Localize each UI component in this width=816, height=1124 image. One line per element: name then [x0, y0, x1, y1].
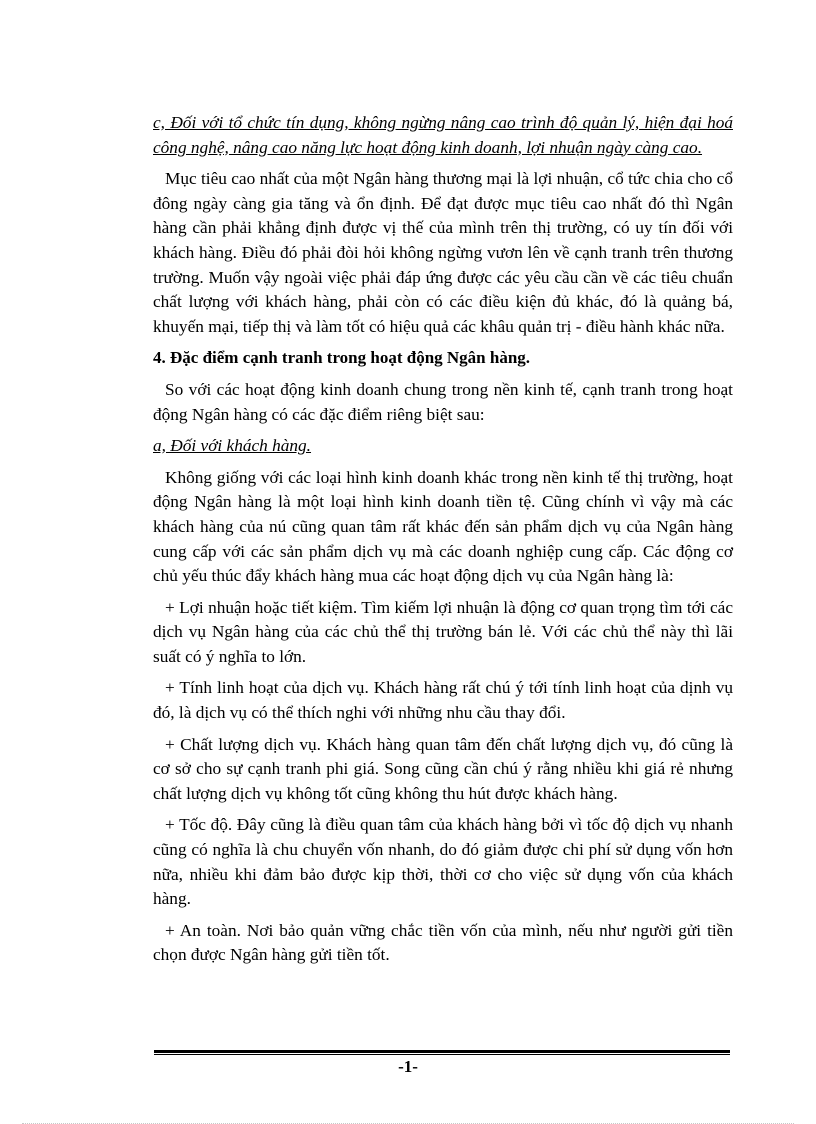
footer-divider [154, 1050, 730, 1055]
subsection-heading: a, Đối với khách hàng. [153, 436, 312, 456]
page-number: -1- [398, 1057, 418, 1076]
body-paragraph-2: So với các hoạt động kinh doanh chung trong nền kinh tế, cạnh tranh trong hoạt động Ngân hàng có các đặc điểm riêng biệt sau: [153, 379, 733, 424]
body-paragraph-1: Mục tiêu cao nhất của một Ngân hàng thương mại là lợi nhuận, cổ tức chia cho cổ đông ngày càng gia tăng và ổn định. Để đạt được mục tiêu cao nhất đó thì Ngân hàng cần phải khẳng định được vị thế của mình trên thị trường, có uy tín đối với khách hàng. Điều đó phải đòi hỏi không ngừng vươn lên về cạnh tranh trên thương trường. Muốn vậy ngoài việc phải đáp ứng được các yêu cầu cần về các tiêu chuẩn chất lượng với khách hàng, phải còn có các điều kiện đủ khác, đó là quảng bá, khuyến mại, tiếp thị và làm tốt có hiệu quả các khâu quản trị - điều hành khác nữa. [153, 169, 733, 336]
bullet-speed: + Tốc độ. Đây cũng là điều quan tâm của khách hàng bởi vì tốc độ dịch vụ nhanh cũng có nghĩa là chu chuyển vốn nhanh, do đó giảm được chi phí sử dụng vốn hơn nữa, nhiều khi đảm bảo được kịp thời, thời cơ cho việc sử dụng vốn của khách hàng. [153, 815, 733, 909]
body-paragraph-3: Không giống với các loại hình kinh doanh khác trong nền kinh tế thị trường, hoạt động Ngân hàng là một loại hình kinh doanh tiền tệ. Cũng chính vì vậy mà các khách hàng của nú cũng quan tâm rất khác đến sản phẩm dịch vụ của Ngân hàng cung cấp với các sản phẩm dịch vụ mà các doanh nghiệp cung cấp. Các động cơ chủ yếu thúc đẩy khách hàng mua các hoạt động dịch vụ của Ngân hàng là: [153, 467, 733, 586]
bullet-profit: + Lợi nhuận hoặc tiết kiệm. Tìm kiếm lợi nhuận là động cơ quan trọng tìm tới các dịch vụ Ngân hàng của các chủ thể thị trường bán lẻ. Với các chủ thể này thì lãi suất có ý nghĩa to lớn. [153, 597, 733, 666]
bullet-safety: + An toàn. Nơi bảo quản vững chắc tiền vốn của mình, nếu như người gửi tiền chọn được Ngân hàng gửi tiền tốt. [153, 920, 733, 965]
section-heading: 4. Đặc điểm cạnh tranh trong hoạt động Ngân hàng. [153, 348, 531, 368]
page-body [153, 111, 733, 968]
bullet-flexibility: + Tính linh hoạt của dịch vụ. Khách hàng rất chú ý tới tính linh hoạt của dịnh vụ đó, là dịch vụ có thể thích nghi với những nhu cầu thay đổi. [153, 678, 733, 723]
intro-paragraph: c, Đối với tổ chức tín dụng, không ngừng nâng cao trình độ quản lý, hiện đại hoá công nghệ, nâng cao năng lực hoạt động kinh doanh, lợi nhuận ngày càng cao. [153, 113, 733, 157]
bullet-quality: + Chất lượng dịch vụ. Khách hàng quan tâm đến chất lượng dịch vụ, đó cũng là cơ sở cho sự cạnh tranh phi giá. Song cũng cần chú ý rằng nhiều khi giá rẻ nhưng chất lượng dịch vụ không tốt cũng không thu hút được khách hàng. [153, 734, 733, 803]
